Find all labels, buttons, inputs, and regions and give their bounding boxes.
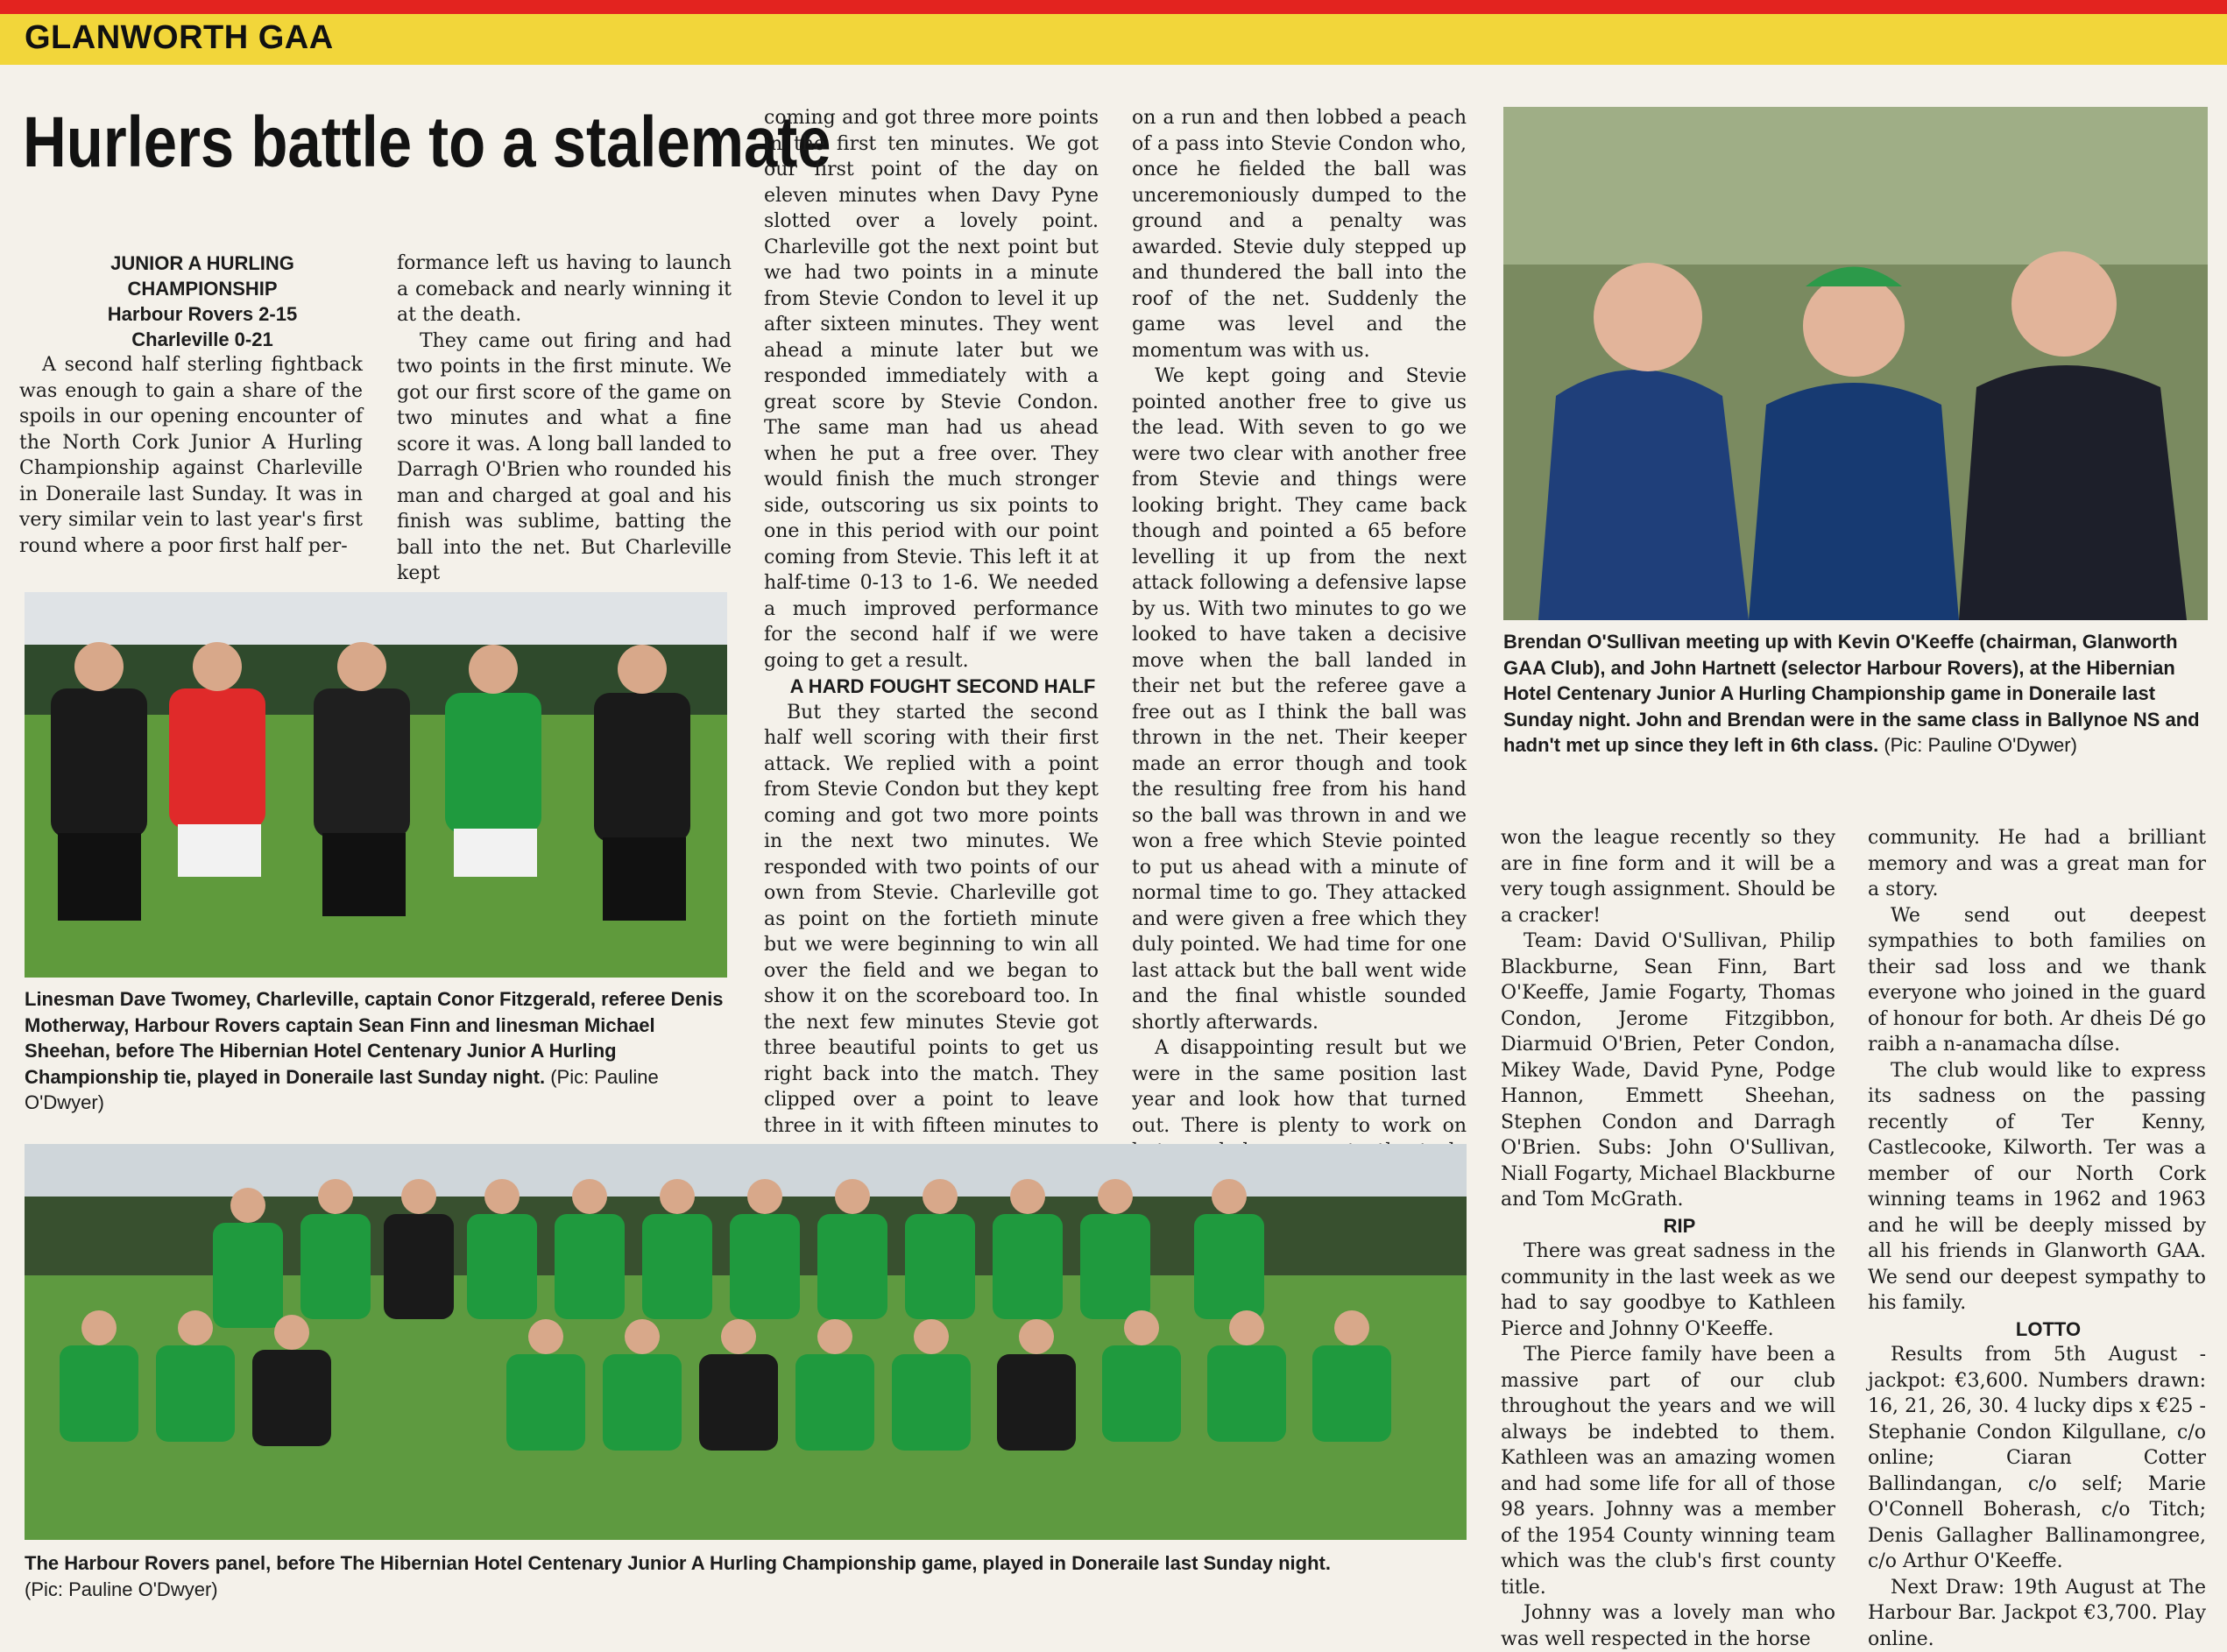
article-paragraph: We send out deepest sympathies to both families on their sad loss and we thank everyone who joined in the guard of honour for both. Ar dheis Dé go raibh a n-anamacha dílse. [1868, 903, 2206, 1058]
photo-team-panel [25, 1144, 1467, 1540]
photo-credit: (Pic: Pauline O'Dwyer) [25, 1578, 218, 1600]
article-paragraph: coming and got three more points in the first ten minutes. We got our first point of the day on eleven minutes when Davy Pyne slotted over a lovely point. Charleville got the next point but we had two points in a minute from Stevie Condon to level it up after sixteen minutes. They went ahead a minute later but we responded immediately with a great score by Stevie Condon. The same man had us ahead when he put a free over. They would finish the much stronger side, outscoring us six points to one in this period with our point coming from Stevie. This left it at half-time 0-13 to 1-6. We needed a much improved performance for the second half if we were going to get a result. [764, 105, 1099, 674]
photo-trio [1503, 107, 2208, 620]
article-column-6 [1868, 825, 2206, 1652]
article-paragraph: formance left us having to launch a comeback and nearly winning it at the death. [397, 251, 732, 328]
article-paragraph: A disappointing result but we were in the same position last year and look how that turned out. There is plenty to work on [1132, 1035, 1467, 1217]
caption-trio-text: Brendan O'Sullivan meeting up with Kevin O'Keeffe (chairman, Glanworth GAA Club), and John Hartnett (selector Harbour Rovers), at the Hibernian Hotel Centenary Junior A Hurling Championship game in Doneraile last Sunday night. John and Brendan were in the same class in Ballynoe NS and hadn't met up since they left in 6th class. [1503, 631, 2200, 756]
article-paragraph: won the league recently so they are in fine form and it will be a very tough assignment. Should be a cracker! [1501, 825, 1835, 928]
article-paragraph: community. He had a brilliant memory and was a great man for a story. [1868, 825, 2206, 903]
article-column-1 [19, 251, 363, 559]
article-paragraph: Next Draw: 19th August at The Harbour Bar. Jackpot €3,700. Play online. [1868, 1575, 2206, 1652]
results-line-4: Charleville 0-21 [19, 327, 363, 352]
article-paragraph: on a run and then lobbed a peach of a pass into Stevie Condon who, once he fielded the ball was unceremoniously dumped to the ground and a penalty was awarded. Stevie duly stepped up and thundered the ball into the roof of the net. Suddenly the game was level and the momentum was with us. [1132, 105, 1467, 364]
section-header-band [0, 0, 2227, 65]
article-paragraph: The club would like to express its sadness on the passing recently of Ter Kenny, Castlecooke, Kilworth. Ter was a member of our North Cork winning teams in 1962 and 1963 and he will be deeply missed by all his friends in Glanworth GAA. We send our deepest sympathy to his family. [1868, 1058, 2206, 1317]
article-paragraph: There was great sadness in the community in the last week as we had to say goodbye to Kathleen Pierce and Johnny O'Keeffe. [1501, 1239, 1835, 1342]
photo-credit: (Pic: Pauline O'Dywer) [1884, 734, 2077, 756]
article-column-4 [1132, 105, 1467, 1217]
caption-team-panel [25, 1550, 1467, 1602]
subhead-lotto: LOTTO [1868, 1317, 2206, 1343]
subhead-second-half: A HARD FOUGHT SECOND HALF [764, 674, 1099, 700]
subhead-rip: RIP [1501, 1213, 1835, 1239]
article-column-3 [764, 105, 1099, 1217]
section-label: GLANWORTH GAA [25, 19, 334, 57]
team-list: Team: David O'Sullivan, Philip Blackburne, Sean Finn, Bart O'Keeffe, Jamie Fogarty, Thomas Condon, Jerome Fitzgibbon, Diarmuid O'Brien, Peter Condon, Mikey Wade, David Pyne, Podge Hannon, Emmett Sheehan, Stephen Condon and Darragh O'Brien. Subs: John O'Sullivan, Niall Fogarty, Michael Blackburne and Tom McGrath. [1501, 928, 1835, 1213]
results-line-2: CHAMPIONSHIP [19, 276, 363, 301]
photo-credit: (Pic: Pauline O'Dwyer) [25, 1066, 659, 1114]
article-paragraph: They came out firing and had two points in the first minute. We got our first score of the game on two minutes and what a fine score it was. A long ball landed to Darragh O'Brien who rounded his man and charged at goal and his finish was sublime, batting the ball into the net. But Charleville kept [397, 328, 732, 587]
caption-team-panel-text: The Harbour Rovers panel, before The Hibernian Hotel Centenary Junior A Hurling Championship game, played in Doneraile last Sunday night. [25, 1552, 1331, 1574]
article-paragraph: Johnny was a lovely man who was well respected in the horse [1501, 1600, 1835, 1652]
results-line-3: Harbour Rovers 2-15 [19, 301, 363, 327]
article-paragraph: A second half sterling fightback was enough to gain a share of the spoils in our opening encounter of the North Cork Junior A Hurling Championship against Charleville in Doneraile last Sunday. It was in very similar vein to last year's first round where a poor first half per- [19, 352, 363, 559]
article-paragraph: But they started the second half well scoring with their first attack. We replied with a point from Stevie Condon but they kept coming and got two more points in the next two minutes. We responded with two points of our own from Stevie. Charleville got as point on the fortieth minute but we were beginning to win all over the field and we began to show it on the scoreboard too. In the next few minutes Stevie got three beautiful points to get us right back into the match. They clipped over a point to leave three in it with fifteen minutes to [764, 700, 1099, 1165]
caption-officials-text: Linesman Dave Twomey, Charleville, captain Conor Fitzgerald, referee Denis Motherway, Harbour Rovers captain Sean Finn and linesman Michael Sheehan, before The Hibernian Hotel Centenary Junior A Hurling Championship tie, played in Doneraile last Sunday night. [25, 988, 724, 1088]
article-column-5 [1501, 825, 1835, 1652]
article-paragraph: Results from 5th August - jackpot: €3,600. Numbers drawn: 16, 21, 26, 30. 4 lucky dips x €25 - Stephanie Condon Kilgullane, c/o online; Ciaran Cotter Ballindangan, c/o self; Marie O'Connell Boherash, c/o Titch; Denis Gallagher Ballinamongree, c/o Arthur O'Keeffe. [1868, 1342, 2206, 1575]
headline: Hurlers battle to a stalemate [23, 103, 626, 182]
article-paragraph: We kept going and Stevie pointed another free to give us the lead. With seven to go we were two clear with another free from Stevie and things were looking bright. They came back though and pointed a 65 before levelling it up from the next attack following a defensive lapse by us. With two minutes to go we looked to have taken a decisive move when the ball landed in their net but the referee gave a free out as I think the ball was thrown in the net. Their keeper made an error though and took the resulting free from his hand so the ball was thrown in and we won a free which Stevie pointed to put us ahead with a minute of normal time to go. They attacked and were given a free which they duly pointed. We had time for one last attack but the ball went wide and the final whistle sounded shortly afterwards. [1132, 364, 1467, 1035]
article-paragraph: The Pierce family have been a massive part of our club throughout the years and we will always be indebted to them. Kathleen was an amazing women and had some life for all of those 98 years. Johnny was a member of the 1954 County winning team which was the club's first county title. [1501, 1342, 1835, 1600]
caption-officials [25, 986, 734, 1116]
article-column-2 [397, 251, 732, 587]
caption-trio [1503, 629, 2208, 759]
photo-officials-captains [25, 592, 727, 978]
results-line-1: JUNIOR A HURLING [19, 251, 363, 276]
